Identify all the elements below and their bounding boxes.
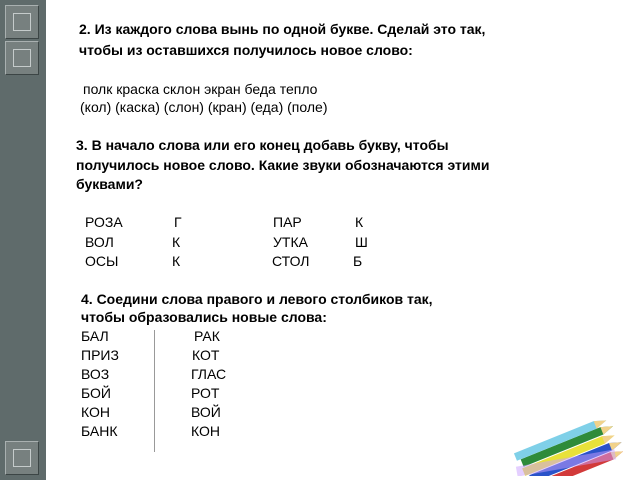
task3-letter: Б <box>353 253 363 269</box>
task4-right-word: ВОЙ <box>191 404 221 420</box>
task4-right-word: КОН <box>191 423 220 439</box>
task4-left-word: БОЙ <box>81 385 111 401</box>
task3-letter: К <box>172 234 181 250</box>
task4-heading-line1: 4. Соедини слова правого и левого столбиков так, <box>81 291 433 307</box>
task4-right-word: РАК <box>194 328 220 344</box>
task4-left-word: БАЛ <box>81 328 109 344</box>
task3-word: РОЗА <box>85 214 123 230</box>
task3-word: ПАР <box>273 214 302 230</box>
task3-heading-line1: 3. В начало слова или его конец добавь букву, чтобы <box>76 137 449 153</box>
task2-heading-line1: 2. Из каждого слова вынь по одной букве. Сделай это так, <box>79 21 486 37</box>
task2-answers: (кол) (каска) (слон) (кран) (еда) (поле) <box>80 99 328 115</box>
task3-word: ВОЛ <box>85 234 114 250</box>
task3-letter: К <box>355 214 364 230</box>
task2-heading-line2: чтобы из оставшихся получилось новое слово: <box>79 42 413 58</box>
task4-right-word: РОТ <box>191 385 220 401</box>
task2-words: полк краска склон экран беда тепло <box>83 81 318 97</box>
task3-letter: К <box>172 253 181 269</box>
task4-left-word: БАНК <box>81 423 118 439</box>
task4-right-word: ГЛАС <box>191 366 227 382</box>
task3-heading-line2: получилось новое слово. Какие звуки обозначаются этими <box>76 157 490 173</box>
task4-left-word: КОН <box>81 404 110 420</box>
task4-left-word: ПРИЗ <box>81 347 119 363</box>
task3-heading-line3: буквами? <box>76 176 143 192</box>
task4-left-word: ВОЗ <box>81 366 110 382</box>
task3-word: УТКА <box>273 234 308 250</box>
task3-word: ОСЫ <box>85 253 119 269</box>
pencils-clipart-icon <box>510 418 630 476</box>
task3-word: СТОЛ <box>272 253 310 269</box>
task3-letter: Г <box>174 214 182 230</box>
column-divider <box>154 330 155 452</box>
task4-right-word: КОТ <box>192 347 220 363</box>
task4-heading-line2: чтобы образовались новые слова: <box>81 309 327 325</box>
task3-letter: Ш <box>355 234 368 250</box>
